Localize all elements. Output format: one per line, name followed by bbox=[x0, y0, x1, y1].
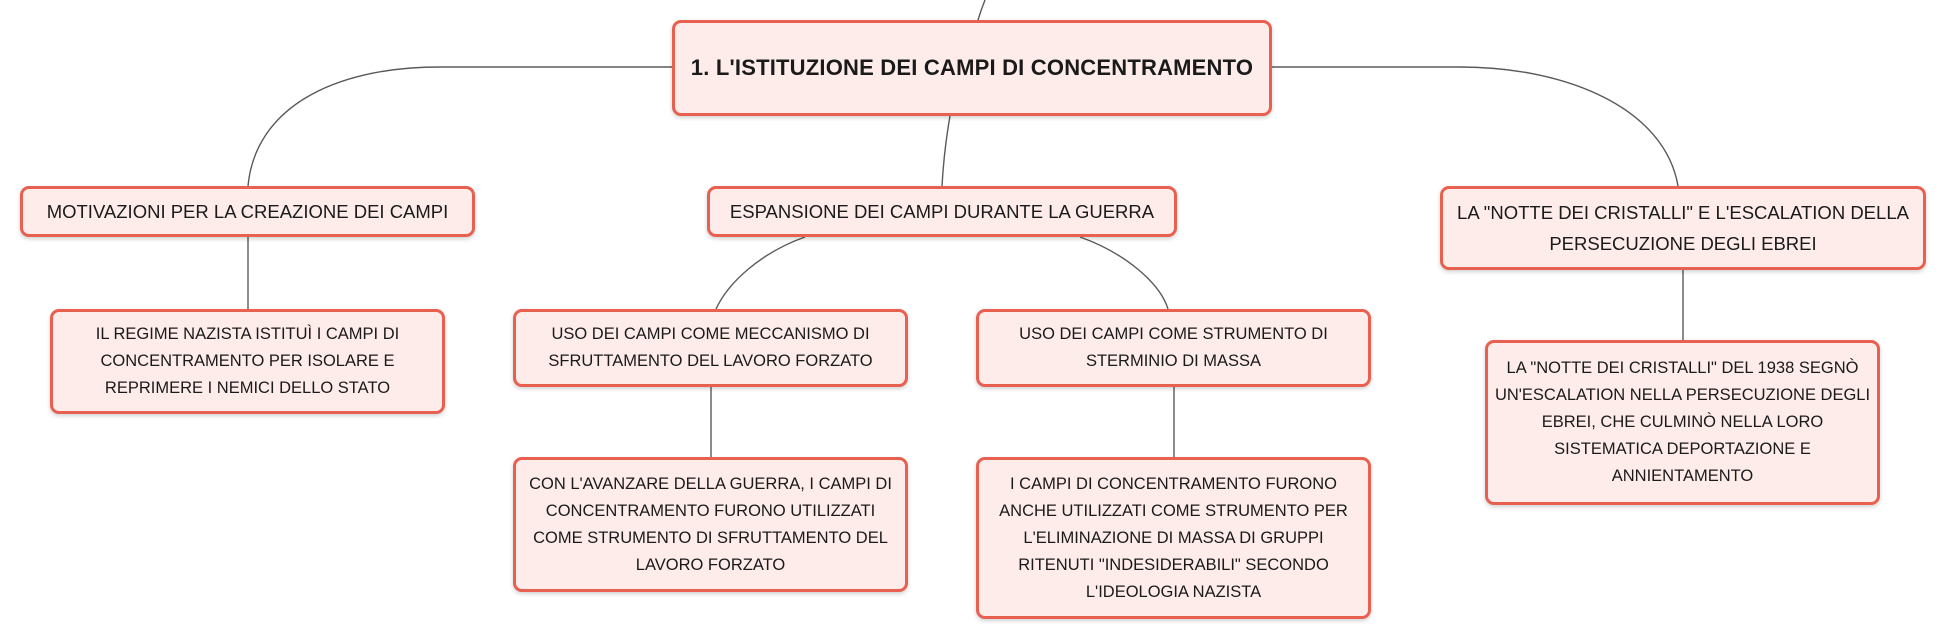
connector-root-to-motivazioni bbox=[248, 67, 672, 186]
topic-espansione[interactable] bbox=[707, 186, 1177, 237]
topic-motivazioni-label: MOTIVAZIONI PER LA CREAZIONE DEI CAMPI bbox=[46, 201, 449, 222]
subtopic-sfruttamento-label: USO DEI CAMPI COME MECCANISMO DI SFRUTTAMENTO DEL LAVORO FORZATO bbox=[548, 325, 873, 370]
subtopic-sterminio-label: USO DEI CAMPI COME STRUMENTO DI STERMINIO DI MASSA bbox=[1019, 325, 1328, 370]
detail-notte-dei-cristalli[interactable] bbox=[1485, 340, 1880, 505]
subtopic-sterminio[interactable] bbox=[976, 309, 1371, 387]
root-topic-title: 1. L'ISTITUZIONE DEI CAMPI DI CONCENTRAMENTO bbox=[690, 55, 1254, 80]
detail-sterminio-text: I CAMPI DI CONCENTRAMENTO FURONO ANCHE UTILIZZATI COME STRUMENTO PER L'ELIMINAZIONE DI MASSA DI GRUPPI RITENUTI "INDESIDERABILI" SECONDO L'IDEOLOGIA NAZISTA bbox=[999, 474, 1348, 601]
topic-notte-label: LA "NOTTE DEI CRISTALLI" E L'ESCALATION DELLA PERSECUZIONE DEGLI EBREI bbox=[1457, 202, 1909, 254]
detail-motivazioni[interactable] bbox=[50, 309, 445, 414]
connector-espansione-to-sfruttamento bbox=[716, 237, 805, 309]
detail-sfruttamento[interactable] bbox=[513, 457, 908, 592]
root-topic[interactable] bbox=[672, 20, 1272, 116]
connector-root-to-parent bbox=[978, 0, 985, 20]
subtopic-sfruttamento[interactable] bbox=[513, 309, 908, 387]
topic-motivazioni[interactable] bbox=[20, 186, 475, 237]
topic-espansione-label: ESPANSIONE DEI CAMPI DURANTE LA GUERRA bbox=[729, 201, 1155, 222]
detail-sfruttamento-text: CON L'AVANZARE DELLA GUERRA, I CAMPI DI CONCENTRAMENTO FURONO UTILIZZATI COME STRUMENTO DI SFRUTTAMENTO DEL LAVORO FORZATO bbox=[529, 474, 892, 574]
connector-root-to-espansione bbox=[942, 116, 950, 186]
detail-notte-text: LA "NOTTE DEI CRISTALLI" DEL 1938 SEGNÒ UN'ESCALATION NELLA PERSECUZIONE DEGLI EBREI, CHE CULMINÒ NELLA LORO SISTEMATICA DEPORTAZIONE E ANNIENTAMENTO bbox=[1494, 359, 1871, 485]
topic-notte-dei-cristalli[interactable] bbox=[1440, 186, 1926, 270]
detail-motivazioni-text: IL REGIME NAZISTA ISTITUÌ I CAMPI DI CONCENTRAMENTO PER ISOLARE E REPRIMERE I NEMICI DELLO STATO bbox=[95, 325, 400, 397]
connector-root-to-notte bbox=[1272, 67, 1678, 186]
connector-espansione-to-sterminio bbox=[1080, 237, 1168, 309]
detail-sterminio[interactable] bbox=[976, 457, 1371, 619]
